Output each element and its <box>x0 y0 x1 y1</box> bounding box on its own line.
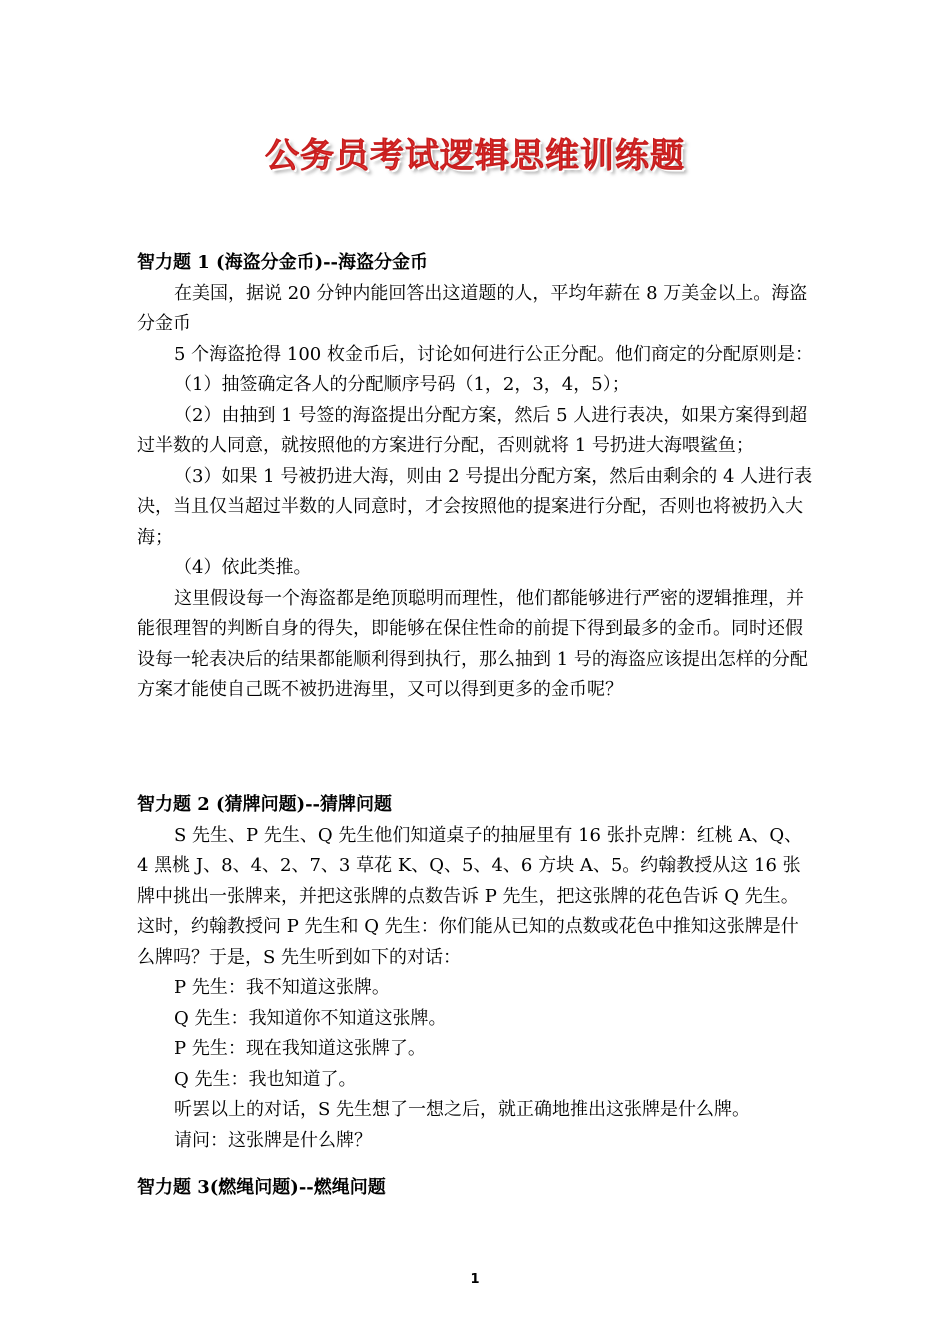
puzzle-1-rule: （4）依此类推。 <box>174 557 312 578</box>
puzzle-2-paragraph: 听罢以上的对话，S 先生想了一想之后，就正确地推出这张牌是什么牌。 <box>174 1099 751 1120</box>
puzzle-2-dialogue-line: Q 先生：我也知道了。 <box>174 1068 357 1090</box>
puzzle-2-section <box>137 790 813 1156</box>
puzzle-3-heading: 智力题 3(燃绳问题)--燃绳问题 <box>137 1177 386 1198</box>
puzzle-1-heading: 智力题 1 (海盗分金币)--海盗分金币 <box>137 252 429 273</box>
puzzle-2-heading: 智力题 2 (猜牌问题)--猜牌问题 <box>137 794 393 815</box>
puzzle-1-rule: （3）如果 1 号被扔进大海，则由 2 号提出分配方案，然后由剩余的 4 人进行表决，当且仅当超过半数的人同意时，才会按照他的提案进行分配，否则也将被扔入大海； <box>137 465 813 548</box>
puzzle-2-paragraph: S 先生、P 先生、Q 先生他们知道桌子的抽屉里有 16 张扑克牌：红桃 A、Q、4 黑桃 J、8、4、2、7、3 草花 K、Q、5、4、6 方块 A、5。约翰教授从这 16 张牌中挑出一张牌来，并把这张牌的点数告诉 P 先生，把这张牌的花色告诉 Q 先生。这时，约翰教授问 P 先生和 Q 先生：你们能从已知的点数或花色中推知这张牌是什么牌吗？于是，S 先生听到如下的对话： <box>137 824 803 968</box>
puzzle-2-dialogue-line: P 先生：我不知道这张牌。 <box>174 977 390 998</box>
puzzle-2-question: 请问：这张牌是什么牌？ <box>174 1129 372 1151</box>
puzzle-3-section <box>137 1173 813 1204</box>
puzzle-1-paragraph: 在美国，据说 20 分钟内能回答出这道题的人，平均年薪在 8 万美金以上。海盗分金币 <box>137 282 808 334</box>
puzzle-1-rule: （1）抽签确定各人的分配顺序号码（1，2，3，4，5）； <box>174 374 630 395</box>
puzzle-1-section <box>137 248 813 706</box>
document-title: 公务员考试逻辑思维训练题 <box>265 136 685 176</box>
page-number: 1 <box>470 1272 480 1287</box>
puzzle-2-dialogue-line: P 先生：现在我知道这张牌了。 <box>174 1038 426 1059</box>
puzzle-1-paragraph: 这里假设每一个海盗都是绝顶聪明而理性，他们都能够进行严密的逻辑推理，并能很理智的判断自身的得失，即能够在保住性命的前提下得到最多的金币。同时还假设每一轮表决后的结果都能顺利得到执行，那么抽到 1 号的海盗应该提出怎样的分配方案才能使自己既不被扔进海里，又可以得到更多的金币呢？ <box>137 587 808 700</box>
puzzle-1-rule: （2）由抽到 1 号签的海盗提出分配方案，然后 5 人进行表决，如果方案得到超过半数的人同意，就按照他的方案进行分配，否则就将 1 号扔进大海喂鲨鱼； <box>137 404 808 456</box>
puzzle-2-dialogue-line: Q 先生：我知道你不知道这张牌。 <box>174 1007 447 1029</box>
puzzle-1-paragraph: 5 个海盗抢得 100 枚金币后，讨论如何进行公正分配。他们商定的分配原则是： <box>174 343 813 365</box>
